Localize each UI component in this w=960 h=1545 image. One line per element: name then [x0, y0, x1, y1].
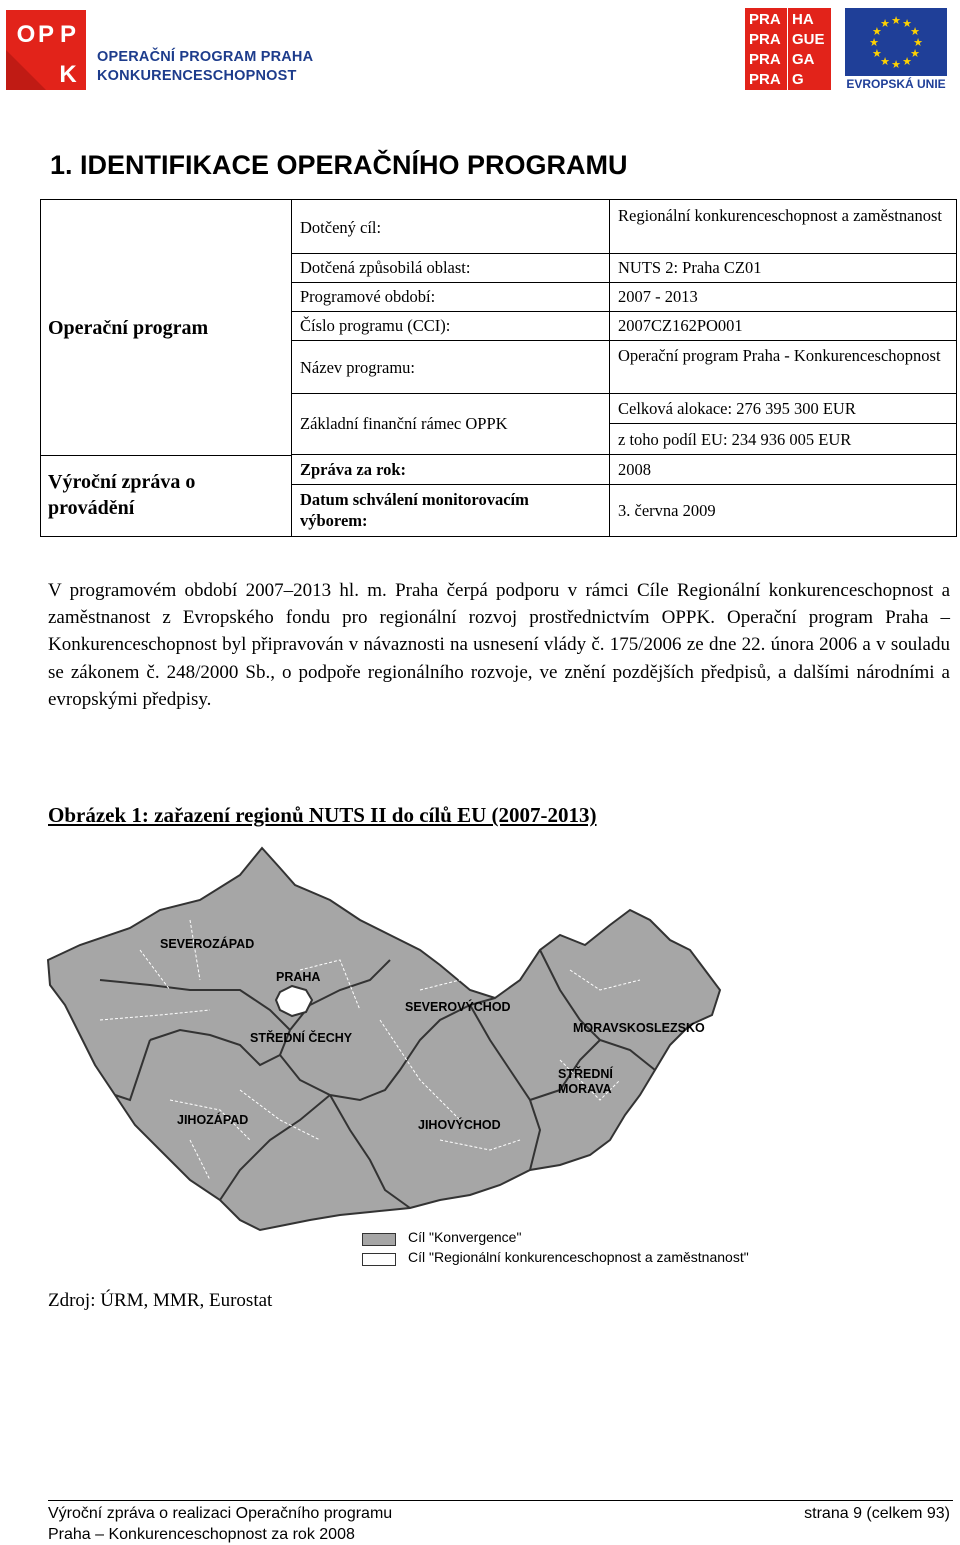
eu-star-icon: ★ [910, 26, 920, 38]
table-row-line [291, 311, 957, 312]
row-head-vyrocni-zprava: Výroční zpráva o provádění [48, 471, 196, 519]
praha-logo-t6: GA [792, 51, 815, 68]
footer-divider [48, 1500, 953, 1501]
legend-swatch-konvergence [362, 1233, 396, 1246]
praha-prague-logo [745, 8, 831, 90]
map-label-jihozapad: JIHOZÁPAD [177, 1113, 249, 1127]
table-row-line [291, 393, 957, 394]
oppk-letter-k: K [59, 61, 77, 88]
table-row-line [291, 282, 957, 283]
eu-star-icon: ★ [869, 37, 879, 49]
praha-logo-t1: PRA [749, 11, 781, 28]
praha-logo-t5: PRA [749, 51, 781, 68]
map-label-moravskoslezsko: MORAVSKOSLEZSKO [573, 1021, 705, 1035]
praha-logo-t4: GUE [792, 31, 825, 48]
oppk-letter-o: O [16, 21, 36, 48]
label-nazev-programu: Název programu: [300, 358, 415, 377]
label-cislo-programu: Číslo programu (CCI): [300, 316, 451, 335]
eu-star-icon: ★ [910, 48, 920, 60]
oppk-letter-p2: P [59, 21, 77, 48]
eu-star-icon: ★ [872, 48, 882, 60]
map-label-stredni: STŘEDNÍ [558, 1067, 613, 1081]
eu-star-icon: ★ [891, 59, 901, 71]
row-head-operacni-program: Operační program [48, 317, 209, 339]
eu-star-icon: ★ [902, 17, 912, 30]
value-podil-eu: z toho podíl EU: 234 936 005 EUR [618, 430, 852, 449]
legend-swatch-rks [362, 1253, 396, 1266]
value-celkova-alokace: Celková alokace: 276 395 300 EUR [618, 399, 856, 418]
map-label-severovychod: SEVEROVÝCHOD [405, 1000, 511, 1014]
eu-star-icon: ★ [913, 37, 923, 49]
label-programove-obdobi: Programové období: [300, 287, 436, 306]
map-label-stredni-cechy: STŘEDNÍ ČECHY [250, 1031, 353, 1045]
table-row-line [291, 484, 957, 485]
table-divider [291, 199, 292, 537]
value-nazev-programu: Operační program Praha - Konkurenceschopnost [618, 346, 941, 365]
body-paragraph: V programovém období 2007–2013 hl. m. Praha čerpá podporu v rámci Cíle Regionální konkurenceschopnost a zaměstnanost z Evropského fondu pro regionální rozvoj prostřednictvím OPPK. Operační program Praha – Konkurenceschopnost byl připravován v návaznosti na usnesení vlády č. 175/2006 ze dne 22. února 2006 a v souladu se zákonem č. 248/2000 Sb., o podpoře regionálního rozvoje, ve znění pozdějších předpisů, a dalšími národními a evropskými předpisy. [48, 580, 950, 710]
value-cislo-programu: 2007CZ162PO001 [618, 316, 743, 335]
figure-caption: Obrázek 1: zařazení regionů NUTS II do cílů EU (2007-2013) [48, 803, 597, 827]
oppk-logo-text [97, 48, 313, 86]
table-row-line [609, 423, 957, 424]
footer-line2: Praha – Konkurenceschopnost za rok 2008 [48, 1526, 355, 1543]
praha-logo-t8: G [792, 71, 804, 88]
footer-page-number: strana 9 (celkem 93) [804, 1505, 950, 1522]
label-datum-schvaleni: Datum schválení monitorovacím výborem: [300, 490, 529, 530]
eu-star-icon: ★ [902, 56, 912, 69]
map-country-shape [48, 848, 720, 1230]
oppk-letter-p1: P [37, 21, 55, 48]
label-dotceny-cil: Dotčený cíl: [300, 218, 382, 237]
legend-label-rks: Cíl "Regionální konkurenceschopnost a zaměstnanost" [408, 1249, 749, 1265]
oppk-logo [6, 10, 86, 90]
map-label-severozapad: SEVEROZÁPAD [160, 937, 255, 951]
table-row-line [291, 253, 957, 254]
label-zpusobila-oblast: Dotčená způsobilá oblast: [300, 258, 471, 277]
footer-left [48, 1503, 392, 1545]
footer-line1: Výroční zpráva o realizaci Operačního programu [48, 1505, 393, 1522]
czech-regions-map [40, 840, 780, 1270]
table-row-line [291, 340, 957, 341]
eu-star-icon: ★ [872, 26, 882, 38]
praha-logo-t3: PRA [749, 31, 781, 48]
map-praha-region [276, 986, 312, 1016]
value-zpusobila-oblast: NUTS 2: Praha CZ01 [618, 258, 762, 277]
value-datum-schvaleni: 3. června 2009 [618, 501, 716, 520]
praha-logo-t2: HA [792, 11, 814, 28]
value-dotceny-cil: Regionální konkurenceschopnost a zaměstnanost [618, 206, 942, 225]
eu-star-icon: ★ [880, 17, 890, 30]
eu-star-icon: ★ [891, 15, 901, 27]
section-title: 1. IDENTIFIKACE OPERAČNÍHO PROGRAMU [50, 150, 628, 180]
eu-flag-icon [845, 8, 947, 76]
map-label-jihovychod: JIHOVÝCHOD [418, 1118, 501, 1132]
label-zprava-za-rok: Zpráva za rok: [300, 460, 407, 479]
table-divider [609, 199, 610, 537]
map-label-praha: PRAHA [276, 970, 321, 984]
figure-source: Zdroj: ÚRM, MMR, Eurostat [48, 1290, 273, 1311]
value-programove-obdobi: 2007 - 2013 [618, 287, 698, 306]
eu-star-icon: ★ [880, 56, 890, 69]
value-zprava-za-rok: 2008 [618, 460, 651, 479]
legend-label-konvergence: Cíl "Konvergence" [408, 1229, 522, 1245]
label-financni-ramec: Základní finanční rámec OPPK [300, 414, 508, 433]
table-row-line [291, 454, 957, 455]
oppk-logo-line2: KONKURENCESCHOPNOST [97, 68, 297, 84]
map-label-morava: MORAVA [558, 1082, 612, 1096]
eu-label: EVROPSKÁ UNIE [846, 77, 946, 91]
oppk-logo-line1: OPERAČNÍ PROGRAM PRAHA [97, 49, 314, 65]
praha-logo-t7: PRA [749, 71, 781, 88]
table-row-line [40, 455, 292, 456]
